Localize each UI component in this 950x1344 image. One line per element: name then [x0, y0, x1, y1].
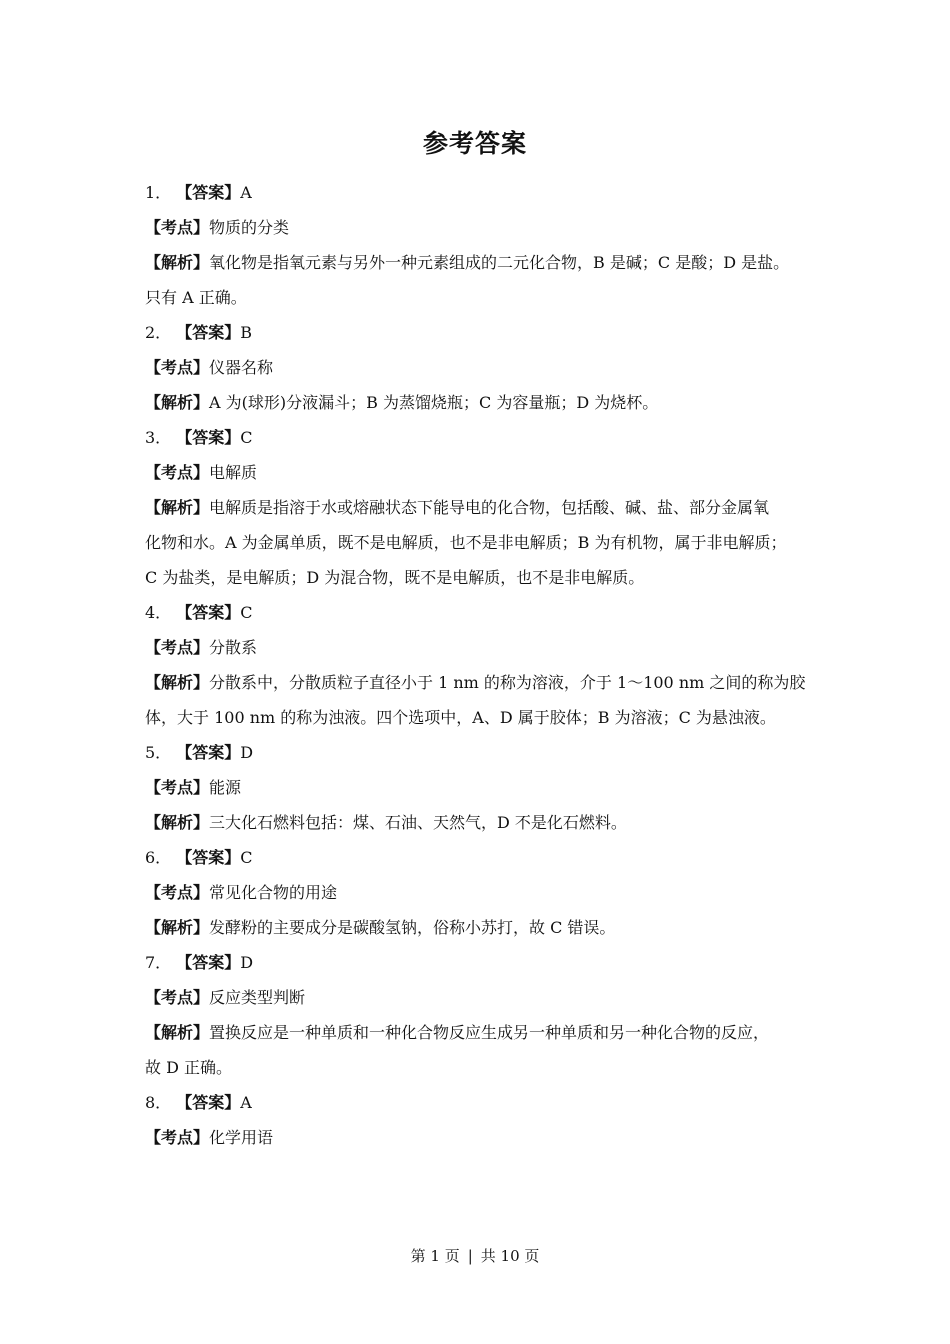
- answer-label: 【答案】: [176, 848, 241, 867]
- question-number: 6．: [145, 848, 172, 867]
- analysis-text: C 为盐类，是电解质；D 为混合物，既不是电解质，也不是非电解质。: [145, 568, 645, 587]
- analysis-line: [145, 493, 825, 528]
- page-number: 第 1 页: [410, 1247, 460, 1265]
- page-total: 共 10 页: [480, 1247, 540, 1265]
- analysis-text: 化物和水。A 为金属单质，既不是电解质，也不是非电解质；B 为有机物，属于非电解质；: [145, 533, 787, 552]
- answer-line: [145, 948, 825, 983]
- point-line: [145, 878, 825, 913]
- analysis-line: [145, 808, 825, 843]
- answer-line: [145, 318, 825, 353]
- answer-line: [145, 598, 825, 633]
- answer-line: [145, 843, 825, 878]
- analysis-line: [145, 388, 825, 423]
- point-value: 常见化合物的用途: [209, 883, 338, 902]
- point-value: 物质的分类: [209, 218, 290, 237]
- analysis-text: 三大化石燃料包括：煤、石油、天然气，D 不是化石燃料。: [209, 813, 627, 832]
- point-label: 【考点】: [145, 463, 210, 482]
- answer-value: A: [240, 183, 252, 202]
- answer-label: 【答案】: [176, 183, 241, 202]
- answer-line: [145, 178, 825, 213]
- question-number: 3．: [145, 428, 172, 447]
- analysis-label: 【解析】: [145, 253, 210, 272]
- point-value: 电解质: [209, 463, 258, 482]
- answer-value: C: [240, 603, 253, 622]
- analysis-line: [145, 1053, 825, 1088]
- answer-list: [145, 178, 825, 1158]
- point-label: 【考点】: [145, 778, 210, 797]
- answer-line: [145, 738, 825, 773]
- answer-label: 【答案】: [176, 603, 241, 622]
- answer-label: 【答案】: [176, 428, 241, 447]
- analysis-text: 发酵粉的主要成分是碳酸氢钠，俗称小苏打，故 C 错误。: [209, 918, 616, 937]
- answer-value: C: [240, 428, 253, 447]
- analysis-label: 【解析】: [145, 393, 210, 412]
- answer-value: B: [240, 323, 253, 342]
- point-label: 【考点】: [145, 883, 210, 902]
- point-label: 【考点】: [145, 638, 210, 657]
- answer-label: 【答案】: [176, 323, 241, 342]
- analysis-line: [145, 703, 825, 738]
- analysis-label: 【解析】: [145, 498, 210, 517]
- analysis-text: 只有 A 正确。: [145, 288, 247, 307]
- answer-label: 【答案】: [176, 953, 241, 972]
- question-number: 1．: [145, 183, 172, 202]
- page-title: 参考答案: [422, 129, 527, 158]
- answer-label: 【答案】: [176, 743, 241, 762]
- analysis-line: [145, 1018, 825, 1053]
- analysis-line: [145, 668, 825, 703]
- analysis-label: 【解析】: [145, 918, 210, 937]
- analysis-text: 电解质是指溶于水或熔融状态下能导电的化合物，包括酸、碱、盐、部分金属氧: [209, 498, 770, 517]
- analysis-line: [145, 528, 825, 563]
- point-line: [145, 983, 825, 1018]
- analysis-label: 【解析】: [145, 673, 210, 692]
- point-label: 【考点】: [145, 218, 210, 237]
- answer-label: 【答案】: [176, 1093, 241, 1112]
- question-number: 5．: [145, 743, 172, 762]
- analysis-text: 置换反应是一种单质和一种化合物反应生成另一种单质和另一种化合物的反应，: [209, 1023, 770, 1042]
- footer-separator: |: [467, 1247, 473, 1265]
- question-number: 7．: [145, 953, 172, 972]
- answer-line: [145, 1088, 825, 1123]
- point-label: 【考点】: [145, 988, 210, 1007]
- answer-value: C: [240, 848, 253, 867]
- analysis-text: A 为(球形)分液漏斗；B 为蒸馏烧瓶；C 为容量瓶；D 为烧杯。: [209, 393, 659, 412]
- answer-value: A: [240, 1093, 252, 1112]
- analysis-text: 体，大于 100 nm 的称为浊液。四个选项中，A、D 属于胶体；B 为溶液；C 为悬浊液。: [145, 708, 776, 727]
- point-line: [145, 353, 825, 388]
- analysis-line: [145, 913, 825, 948]
- point-line: [145, 633, 825, 668]
- analysis-label: 【解析】: [145, 1023, 210, 1042]
- point-line: [145, 1123, 825, 1158]
- analysis-text: 故 D 正确。: [145, 1058, 233, 1077]
- point-value: 能源: [209, 778, 242, 797]
- answer-value: D: [240, 743, 254, 762]
- point-label: 【考点】: [145, 358, 210, 377]
- page-footer: [0, 1245, 950, 1266]
- point-value: 反应类型判断: [209, 988, 306, 1007]
- analysis-text: 氧化物是指氧元素与另外一种元素组成的二元化合物，B 是碱；C 是酸；D 是盐。: [209, 253, 790, 272]
- point-value: 仪器名称: [209, 358, 274, 377]
- analysis-line: [145, 283, 825, 318]
- analysis-label: 【解析】: [145, 813, 210, 832]
- analysis-line: [145, 563, 825, 598]
- analysis-text: 分散系中，分散质粒子直径小于 1 nm 的称为溶液，介于 1～100 nm 之间的称为胶: [209, 673, 806, 692]
- point-line: [145, 773, 825, 808]
- question-number: 4．: [145, 603, 172, 622]
- point-label: 【考点】: [145, 1128, 210, 1147]
- question-number: 8．: [145, 1093, 172, 1112]
- point-value: 化学用语: [209, 1128, 274, 1147]
- answer-line: [145, 423, 825, 458]
- point-value: 分散系: [209, 638, 258, 657]
- point-line: [145, 458, 825, 493]
- analysis-line: [145, 248, 825, 283]
- answer-value: D: [240, 953, 254, 972]
- question-number: 2．: [145, 323, 172, 342]
- point-line: [145, 213, 825, 248]
